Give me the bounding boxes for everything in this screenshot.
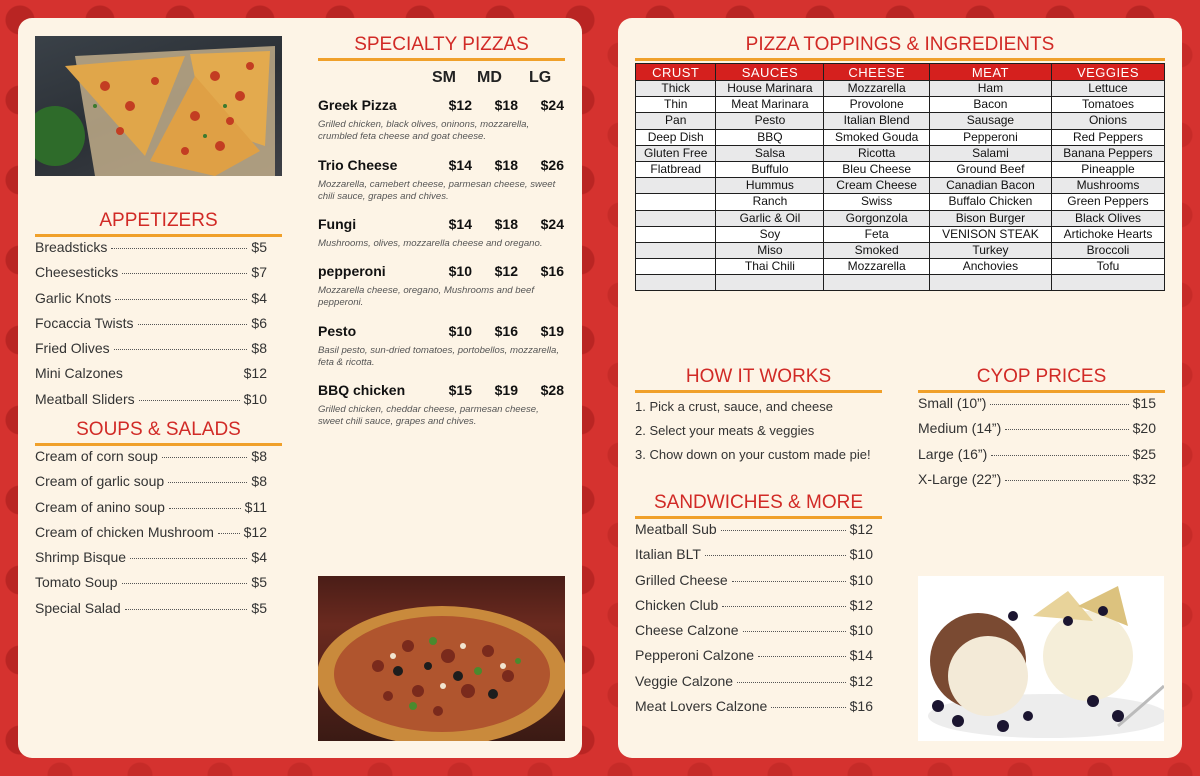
soups-salads-heading: SOUPS & SALADS: [35, 418, 282, 446]
price-sm: $10: [448, 263, 472, 279]
price-lg: $24: [540, 216, 564, 232]
item-price: $14: [849, 647, 873, 664]
table-cell: Onions: [1051, 113, 1164, 129]
table-cell: Miso: [716, 242, 824, 258]
table-cell: Bleu Cheese: [824, 161, 929, 177]
item-name: Medium (14”): [918, 420, 1002, 437]
list-item: [918, 446, 1156, 471]
item-price: $15: [1132, 395, 1156, 411]
cyop-prices-heading: CYOP PRICES: [918, 365, 1165, 393]
leader-dots: [990, 404, 1128, 405]
price-lg: $26: [540, 157, 564, 173]
column-header: CHEESE: [824, 64, 929, 81]
table-row: [636, 145, 1165, 161]
list-item: [635, 572, 873, 597]
list-item: [635, 673, 873, 698]
price-md: $19: [494, 382, 518, 398]
item-name: Fried Olives: [35, 340, 110, 357]
leader-dots: [122, 583, 248, 584]
table-row: [636, 259, 1165, 275]
list-item: [35, 574, 267, 599]
sandwiches-list: [635, 521, 873, 723]
table-cell: Ham: [929, 81, 1051, 97]
list-item: [918, 395, 1156, 420]
item-price: $12: [243, 365, 267, 382]
list-item: [35, 264, 267, 289]
item-price: $5: [251, 599, 267, 616]
how-it-works-heading: HOW IT WORKS: [635, 365, 882, 393]
table-cell: Green Peppers: [1051, 194, 1164, 210]
list-item: [35, 549, 267, 574]
table-cell: Ricotta: [824, 145, 929, 161]
item-name: Cream of garlic soup: [35, 473, 165, 490]
table-cell: Banana Peppers: [1051, 145, 1164, 161]
price-md: $18: [494, 216, 518, 232]
column-header: CRUST: [636, 64, 716, 81]
item-name: Focaccia Twists: [35, 314, 134, 331]
item-price: $5: [251, 239, 267, 255]
table-header-row: [636, 64, 1165, 81]
leader-dots: [1005, 480, 1128, 481]
table-cell: Sausage: [929, 113, 1051, 129]
leader-dots: [111, 248, 247, 249]
list-item: [35, 448, 267, 473]
table-cell: Buffalo Chicken: [929, 194, 1051, 210]
leader-dots: [125, 609, 248, 610]
table-cell: Gorgonzola: [824, 210, 929, 226]
table-cell: Mushrooms: [1051, 178, 1164, 194]
item-name: Chicken Club: [635, 596, 719, 613]
table-cell: Tomatoes: [1051, 97, 1164, 113]
list-item: [635, 546, 873, 571]
price-sm: $14: [448, 157, 472, 173]
price-md: $18: [494, 157, 518, 173]
price-sm: $12: [448, 97, 472, 113]
table-cell: Smoked: [824, 242, 929, 258]
item-name: Veggie Calzone: [635, 672, 734, 689]
table-cell: Garlic & Oil: [716, 210, 824, 226]
table-cell: Ground Beef: [929, 161, 1051, 177]
table-row: [636, 226, 1165, 242]
column-header: MEAT: [929, 64, 1051, 81]
pizza-description: Grilled chicken, cheddar cheese, parmesan cheese, sweet chili sauce, grapes and chives.: [318, 404, 539, 427]
table-cell: Anchovies: [929, 259, 1051, 275]
specialty-pizza-item: [318, 155, 564, 203]
price-sm: $15: [448, 382, 472, 398]
price-sm: $14: [448, 216, 472, 232]
table-cell: Hummus: [716, 178, 824, 194]
table-cell: Artichoke Hearts: [1051, 226, 1164, 242]
table-cell: Pineapple: [1051, 161, 1164, 177]
table-cell: Salsa: [716, 145, 824, 161]
size-lg-label: LG: [529, 69, 552, 86]
step-item: 3. Chow down on your custom made pie!: [635, 447, 871, 462]
leader-dots: [139, 400, 240, 401]
item-price: $20: [1132, 420, 1156, 437]
item-name: Cheese Calzone: [635, 622, 739, 639]
item-price: $12: [849, 596, 873, 613]
leader-dots: [130, 558, 247, 559]
table-cell: VENISON STEAK: [929, 226, 1051, 242]
item-price: $5: [251, 574, 267, 591]
table-row: [636, 81, 1165, 97]
pizza-description: Mozzarella cheese, oregano, Mushrooms and beef pepperoni.: [318, 285, 534, 308]
item-price: $10: [243, 390, 267, 407]
list-item: [635, 698, 873, 723]
table-cell: [929, 275, 1051, 291]
item-name: Cream of anino soup: [35, 498, 165, 515]
size-md-label: MD: [477, 69, 502, 86]
table-cell: Red Peppers: [1051, 129, 1164, 145]
table-cell: [824, 275, 929, 291]
list-item: [35, 600, 267, 625]
specialty-pizza-item: [318, 214, 564, 250]
list-item: [35, 365, 267, 390]
appetizers-list: [35, 239, 267, 416]
leader-dots: [722, 606, 845, 607]
table-cell: Mozzarella: [824, 259, 929, 275]
table-cell: Thin: [636, 97, 716, 113]
table-cell: Salami: [929, 145, 1051, 161]
item-price: $6: [251, 314, 267, 331]
table-cell: Bacon: [929, 97, 1051, 113]
item-name: Special Salad: [35, 599, 121, 616]
ice-cream-photo: [918, 576, 1164, 741]
item-name: Cream of corn soup: [35, 448, 158, 464]
table-row: [636, 210, 1165, 226]
item-name: Small (10”): [918, 395, 987, 411]
size-sm-label: SM: [432, 69, 456, 86]
leader-dots: [218, 533, 240, 534]
leader-dots: [162, 457, 247, 458]
specialty-pizza-item: [318, 261, 564, 309]
item-price: $8: [251, 448, 267, 464]
table-cell: Meat Marinara: [716, 97, 824, 113]
specialty-pizza-item: [318, 95, 564, 143]
list-item: [35, 340, 267, 365]
pizza-slices-photo: [35, 36, 282, 176]
list-item: [35, 290, 267, 315]
table-cell: [636, 259, 716, 275]
list-item: [635, 647, 873, 672]
item-price: $32: [1132, 470, 1156, 487]
item-name: X-Large (22”): [918, 470, 1002, 487]
leader-dots: [169, 508, 241, 509]
item-name: Mini Calzones: [35, 365, 123, 382]
list-item: [35, 524, 267, 549]
price-lg: $28: [540, 382, 564, 398]
table-cell: Pan: [636, 113, 716, 129]
sandwiches-heading: SANDWICHES & MORE: [635, 491, 882, 519]
price-md: $12: [494, 263, 518, 279]
list-item: [35, 473, 267, 498]
item-price: $11: [244, 498, 267, 515]
pizza-description: Basil pesto, sun-dried tomatoes, portobellos, mozzarella, feta & ricotta.: [318, 345, 560, 368]
table-cell: [636, 194, 716, 210]
item-price: $8: [251, 473, 267, 490]
item-name: Cheesesticks: [35, 264, 119, 281]
leader-dots: [138, 324, 248, 325]
list-item: [918, 420, 1156, 445]
leader-dots: [732, 581, 846, 582]
table-cell: Buffulo: [716, 161, 824, 177]
pizza-description: Mozzarella, camebert cheese, parmesan cheese, sweet chili sauce, grapes and chives.: [318, 179, 556, 202]
pizza-description: Grilled chicken, black olives, oninons, mozzarella, crumbled feta cheese and goat cheese.: [318, 119, 530, 142]
leader-dots: [1005, 429, 1128, 430]
item-price: $25: [1132, 445, 1156, 462]
item-name: Meatball Sliders: [35, 390, 135, 407]
table-cell: Lettuce: [1051, 81, 1164, 97]
table-cell: Provolone: [824, 97, 929, 113]
list-item: [635, 622, 873, 647]
table-cell: Thick: [636, 81, 716, 97]
item-name: Italian BLT: [635, 546, 701, 563]
pizza-description: Mushrooms, olives, mozzarella cheese and oregano.: [318, 238, 543, 249]
item-name: Large (16”): [918, 445, 988, 462]
whole-pizza-photo: [318, 576, 565, 741]
specialty-pizza-item: [318, 380, 564, 428]
table-row: [636, 242, 1165, 258]
list-item: [35, 391, 267, 416]
table-cell: Smoked Gouda: [824, 129, 929, 145]
toppings-table: [635, 63, 1165, 291]
leader-dots: [705, 555, 846, 556]
table-row: [636, 194, 1165, 210]
table-cell: House Marinara: [716, 81, 824, 97]
list-item: [35, 239, 267, 264]
item-price: $12: [243, 523, 267, 540]
item-price: $16: [849, 698, 873, 715]
table-row: [636, 129, 1165, 145]
table-cell: [1051, 275, 1164, 291]
pizza-name: pepperoni: [318, 263, 386, 279]
price-md: $16: [494, 323, 518, 339]
steps-list: [635, 397, 871, 469]
list-item: [35, 499, 267, 524]
price-lg: $16: [540, 263, 564, 279]
column-header: SAUCES: [716, 64, 824, 81]
table-cell: Soy: [716, 226, 824, 242]
table-cell: Pepperoni: [929, 129, 1051, 145]
item-name: Tomato Soup: [35, 574, 118, 591]
table-cell: Black Olives: [1051, 210, 1164, 226]
leader-dots: [737, 682, 846, 683]
table-row: [636, 178, 1165, 194]
list-item: [35, 315, 267, 340]
table-cell: Ranch: [716, 194, 824, 210]
table-cell: Bison Burger: [929, 210, 1051, 226]
item-name: Garlic Knots: [35, 289, 112, 306]
pizza-name: Fungi: [318, 216, 357, 232]
leader-dots: [991, 455, 1128, 456]
table-row: [636, 97, 1165, 113]
appetizers-heading: APPETIZERS: [35, 209, 282, 237]
table-cell: [636, 226, 716, 242]
leader-dots: [758, 656, 846, 657]
table-cell: [636, 242, 716, 258]
item-name: Breadsticks: [35, 239, 108, 255]
table-cell: [636, 275, 716, 291]
table-cell: Turkey: [929, 242, 1051, 258]
table-row: [636, 275, 1165, 291]
item-price: $12: [849, 672, 873, 689]
step-item: 2. Select your meats & veggies: [635, 423, 815, 438]
leader-dots: [743, 631, 846, 632]
cyop-prices-list: [918, 395, 1156, 496]
table-cell: Broccoli: [1051, 242, 1164, 258]
list-item: [635, 597, 873, 622]
list-item: [635, 521, 873, 546]
item-price: $10: [849, 546, 873, 563]
item-price: $10: [849, 622, 873, 639]
pizza-name: Trio Cheese: [318, 157, 398, 173]
step-item: 1. Pick a crust, sauce, and cheese: [635, 399, 833, 414]
table-cell: Flatbread: [636, 161, 716, 177]
toppings-body: [636, 81, 1165, 291]
specialty-pizzas-heading: SPECIALTY PIZZAS: [318, 33, 565, 61]
price-lg: $19: [540, 323, 564, 339]
table-cell: Gluten Free: [636, 145, 716, 161]
price-lg: $24: [540, 97, 564, 113]
item-price: $4: [251, 289, 267, 306]
table-row: [636, 113, 1165, 129]
item-price: $4: [251, 549, 267, 566]
pizza-name: BBQ chicken: [318, 382, 406, 398]
leader-dots: [721, 530, 846, 531]
item-price: $12: [849, 521, 873, 537]
table-cell: [716, 275, 824, 291]
table-cell: Thai Chili: [716, 259, 824, 275]
leader-dots: [114, 349, 248, 350]
table-cell: Swiss: [824, 194, 929, 210]
leader-dots: [771, 707, 845, 708]
item-price: $10: [849, 571, 873, 588]
item-price: $7: [251, 264, 267, 281]
table-cell: Cream Cheese: [824, 178, 929, 194]
column-header: VEGGIES: [1051, 64, 1164, 81]
price-sm: $10: [448, 323, 472, 339]
item-name: Pepperoni Calzone: [635, 647, 755, 664]
item-name: Meat Lovers Calzone: [635, 698, 768, 715]
leader-dots: [122, 273, 247, 274]
item-price: $8: [251, 340, 267, 357]
specialty-pizza-item: [318, 321, 564, 369]
item-name: Shrimp Bisque: [35, 549, 127, 566]
table-cell: Canadian Bacon: [929, 178, 1051, 194]
table-cell: [636, 178, 716, 194]
table-cell: BBQ: [716, 129, 824, 145]
table-cell: Mozzarella: [824, 81, 929, 97]
table-cell: Italian Blend: [824, 113, 929, 129]
table-row: [636, 161, 1165, 177]
table-cell: Feta: [824, 226, 929, 242]
table-cell: Tofu: [1051, 259, 1164, 275]
item-name: Grilled Cheese: [635, 571, 728, 588]
leader-dots: [115, 299, 247, 300]
table-cell: Pesto: [716, 113, 824, 129]
item-name: Cream of chicken Mushroom: [35, 523, 214, 540]
table-cell: [636, 210, 716, 226]
list-item: [918, 471, 1156, 496]
leader-dots: [168, 482, 247, 483]
item-name: Meatball Sub: [635, 521, 717, 537]
soups-salads-list: [35, 448, 267, 625]
toppings-heading: PIZZA TOPPINGS & INGREDIENTS: [635, 33, 1165, 61]
pizza-name: Greek Pizza: [318, 97, 397, 113]
price-md: $18: [494, 97, 518, 113]
table-cell: Deep Dish: [636, 129, 716, 145]
pizza-name: Pesto: [318, 323, 357, 339]
